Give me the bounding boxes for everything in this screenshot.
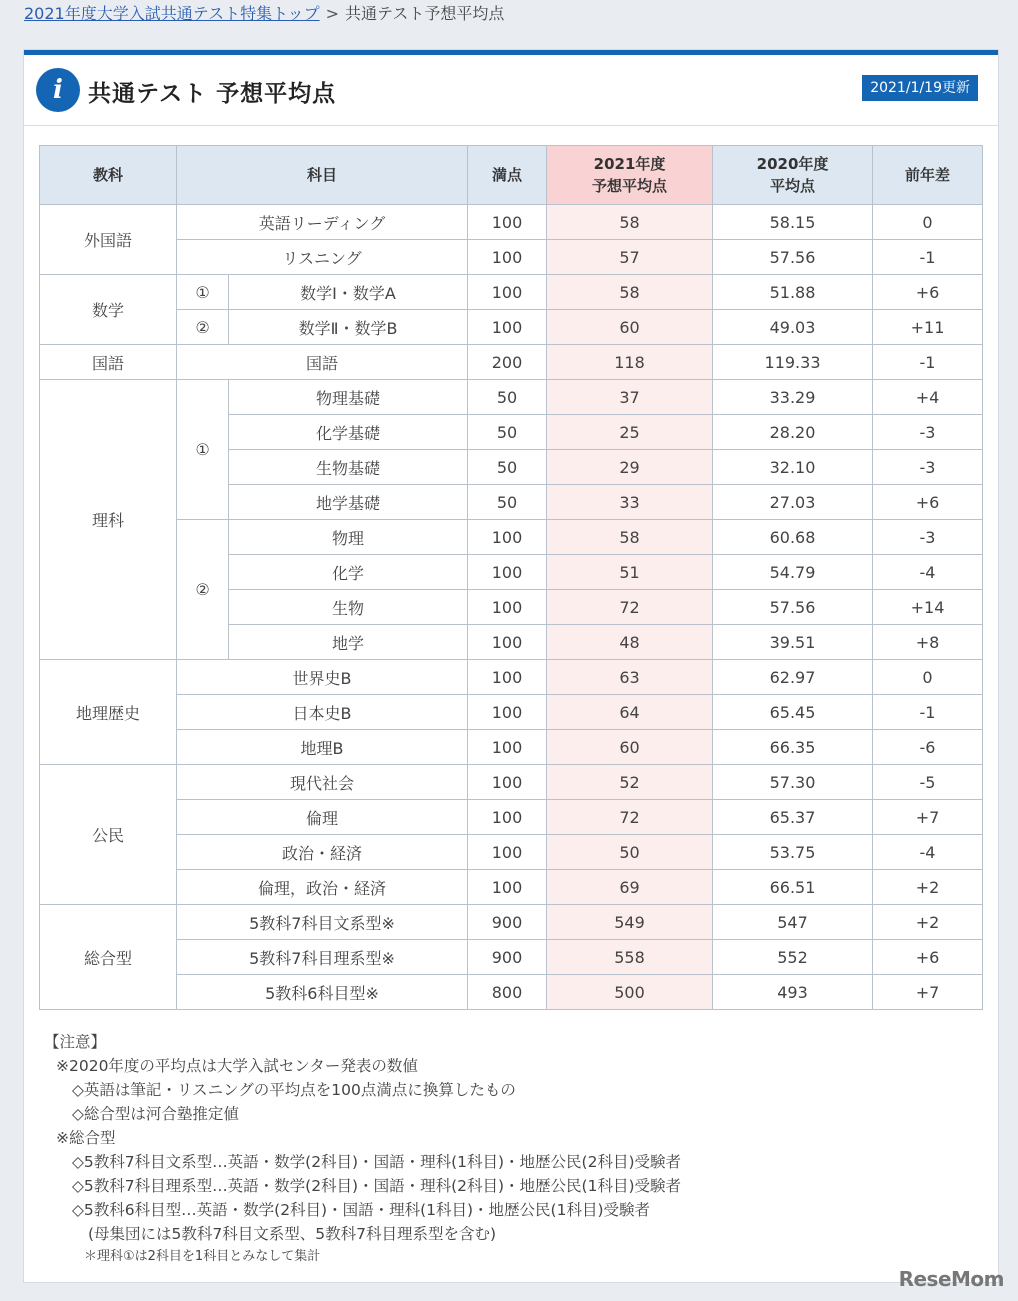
subject-cell: 倫理，政治・経済 bbox=[177, 870, 468, 905]
avg2021-cell: 52 bbox=[547, 765, 713, 800]
table-row bbox=[40, 240, 983, 275]
note-line: (母集団には5教科7科目文系型、5教科7科目理系型を含む) bbox=[88, 1225, 497, 1243]
diff-cell: +7 bbox=[873, 975, 983, 1010]
avg2020-cell: 57.56 bbox=[713, 240, 873, 275]
subject-cell: 世界史B bbox=[177, 660, 468, 695]
table-row bbox=[40, 905, 983, 940]
note-line: ◇英語は筆記・リスニングの平均点を100点満点に換算したもの bbox=[72, 1081, 516, 1099]
table-row bbox=[40, 380, 983, 415]
avg2020-cell: 493 bbox=[713, 975, 873, 1010]
group-chirirekishi: 地理歴史 bbox=[40, 660, 177, 765]
header-avg-2020 bbox=[713, 146, 873, 205]
diff-cell: +8 bbox=[873, 625, 983, 660]
subject-cell: 5教科6科目型※ bbox=[177, 975, 468, 1010]
subject-cell: リスニング bbox=[177, 240, 468, 275]
table-row bbox=[40, 730, 983, 765]
max-cell: 50 bbox=[468, 485, 547, 520]
group-rika: 理科 bbox=[40, 380, 177, 660]
subject-cell: 国語 bbox=[177, 345, 468, 380]
avg2020-cell: 32.10 bbox=[713, 450, 873, 485]
note-line: ◇総合型は河合塾推定値 bbox=[72, 1105, 239, 1123]
table-row bbox=[40, 765, 983, 800]
table-row bbox=[40, 520, 983, 555]
table-row bbox=[40, 275, 983, 310]
avg2021-cell: 549 bbox=[547, 905, 713, 940]
diff-cell: -6 bbox=[873, 730, 983, 765]
subject-cell: 地学 bbox=[229, 625, 468, 660]
avg2021-cell: 558 bbox=[547, 940, 713, 975]
breadcrumb-separator: > bbox=[325, 4, 340, 23]
notes-heading: 【注意】 bbox=[44, 1033, 107, 1051]
avg2020-cell: 49.03 bbox=[713, 310, 873, 345]
marker-cell: ① bbox=[177, 275, 229, 310]
header-avg-2020-line2: 平均点 bbox=[770, 177, 816, 195]
note-line: ◇5教科6科目型…英語・数学(2科目)・国語・理科(1科目)・地歴公民(1科目)受験者 bbox=[72, 1201, 651, 1219]
max-cell: 100 bbox=[468, 660, 547, 695]
max-cell: 100 bbox=[468, 240, 547, 275]
subject-cell: 数学Ⅰ・数学A bbox=[229, 275, 468, 310]
avg2021-cell: 25 bbox=[547, 415, 713, 450]
avg2020-cell: 57.30 bbox=[713, 765, 873, 800]
note-line: ◇5教科7科目文系型…英語・数学(2科目)・国語・理科(1科目)・地歴公民(2科目)受験者 bbox=[72, 1153, 682, 1171]
table-row bbox=[40, 310, 983, 345]
subject-cell: 日本史B bbox=[177, 695, 468, 730]
info-icon: i bbox=[36, 68, 80, 112]
avg2020-cell: 62.97 bbox=[713, 660, 873, 695]
subject-cell: 生物基礎 bbox=[229, 450, 468, 485]
max-cell: 800 bbox=[468, 975, 547, 1010]
max-cell: 100 bbox=[468, 800, 547, 835]
header-manten: 満点 bbox=[468, 146, 547, 205]
max-cell: 100 bbox=[468, 310, 547, 345]
table-header-row bbox=[40, 146, 983, 205]
subject-cell: 倫理 bbox=[177, 800, 468, 835]
max-cell: 100 bbox=[468, 730, 547, 765]
diff-cell: +7 bbox=[873, 800, 983, 835]
note-line: ※総合型 bbox=[56, 1129, 116, 1147]
diff-cell: -4 bbox=[873, 835, 983, 870]
max-cell: 100 bbox=[468, 870, 547, 905]
avg2020-cell: 53.75 bbox=[713, 835, 873, 870]
diff-cell: -3 bbox=[873, 450, 983, 485]
avg2020-cell: 39.51 bbox=[713, 625, 873, 660]
avg2020-cell: 33.29 bbox=[713, 380, 873, 415]
subject-cell: 地学基礎 bbox=[229, 485, 468, 520]
resemom-logo: ReseMom bbox=[898, 1267, 1004, 1291]
header-kyoka: 教科 bbox=[40, 146, 177, 205]
table-row bbox=[40, 870, 983, 905]
avg2021-cell: 69 bbox=[547, 870, 713, 905]
diff-cell: +6 bbox=[873, 275, 983, 310]
diff-cell: -4 bbox=[873, 555, 983, 590]
subject-cell: 5教科7科目理系型※ bbox=[177, 940, 468, 975]
diff-cell: +6 bbox=[873, 485, 983, 520]
avg2020-cell: 28.20 bbox=[713, 415, 873, 450]
avg2020-cell: 552 bbox=[713, 940, 873, 975]
group-komin: 公民 bbox=[40, 765, 177, 905]
avg2020-cell: 51.88 bbox=[713, 275, 873, 310]
avg2021-cell: 500 bbox=[547, 975, 713, 1010]
subject-cell: 物理 bbox=[229, 520, 468, 555]
diff-cell: -3 bbox=[873, 415, 983, 450]
max-cell: 100 bbox=[468, 625, 547, 660]
avg2021-cell: 37 bbox=[547, 380, 713, 415]
table-row bbox=[40, 660, 983, 695]
group-sugaku: 数学 bbox=[40, 275, 177, 345]
avg2021-cell: 58 bbox=[547, 205, 713, 240]
subject-cell: 現代社会 bbox=[177, 765, 468, 800]
max-cell: 100 bbox=[468, 765, 547, 800]
breadcrumb-link-top[interactable]: 2021年度大学入試共通テスト特集トップ bbox=[24, 4, 320, 23]
table-row bbox=[40, 345, 983, 380]
header-diff: 前年差 bbox=[873, 146, 983, 205]
note-line: ◇5教科7科目理系型…英語・数学(2科目)・国語・理科(2科目)・地歴公民(1科目)受験者 bbox=[72, 1177, 682, 1195]
notes bbox=[44, 1030, 984, 1268]
diff-cell: -1 bbox=[873, 695, 983, 730]
subject-cell: 生物 bbox=[229, 590, 468, 625]
avg2021-cell: 29 bbox=[547, 450, 713, 485]
subject-cell: 5教科7科目文系型※ bbox=[177, 905, 468, 940]
subject-cell: 数学Ⅱ・数学B bbox=[229, 310, 468, 345]
avg2021-cell: 118 bbox=[547, 345, 713, 380]
subject-cell: 化学基礎 bbox=[229, 415, 468, 450]
score-card bbox=[24, 50, 998, 1282]
avg2021-cell: 60 bbox=[547, 310, 713, 345]
max-cell: 200 bbox=[468, 345, 547, 380]
subject-cell: 地理B bbox=[177, 730, 468, 765]
avg2021-cell: 51 bbox=[547, 555, 713, 590]
avg2021-cell: 72 bbox=[547, 800, 713, 835]
avg2021-cell: 48 bbox=[547, 625, 713, 660]
table-row bbox=[40, 835, 983, 870]
avg2021-cell: 63 bbox=[547, 660, 713, 695]
table-row bbox=[40, 695, 983, 730]
group-sogo: 総合型 bbox=[40, 905, 177, 1010]
group-gaikokugo: 外国語 bbox=[40, 205, 177, 275]
max-cell: 100 bbox=[468, 835, 547, 870]
card-header bbox=[24, 55, 998, 126]
diff-cell: +2 bbox=[873, 905, 983, 940]
note-line-small: ＊理科①は2科目を1科目とみなして集計 bbox=[84, 1249, 321, 1264]
subject-cell: 英語リーディング bbox=[177, 205, 468, 240]
table-row bbox=[40, 940, 983, 975]
marker-cell: ① bbox=[177, 380, 229, 520]
diff-cell: 0 bbox=[873, 205, 983, 240]
page-title: 共通テスト 予想平均点 bbox=[88, 81, 337, 107]
max-cell: 100 bbox=[468, 275, 547, 310]
header-avg-2020-line1: 2020年度 bbox=[756, 155, 829, 173]
max-cell: 50 bbox=[468, 415, 547, 450]
table-row bbox=[40, 800, 983, 835]
max-cell: 100 bbox=[468, 590, 547, 625]
diff-cell: +6 bbox=[873, 940, 983, 975]
max-cell: 100 bbox=[468, 520, 547, 555]
marker-cell: ② bbox=[177, 310, 229, 345]
breadcrumb bbox=[24, 2, 504, 26]
score-table bbox=[39, 145, 983, 1010]
avg2020-cell: 547 bbox=[713, 905, 873, 940]
subject-cell: 政治・経済 bbox=[177, 835, 468, 870]
diff-cell: +4 bbox=[873, 380, 983, 415]
header-avg-2021 bbox=[547, 146, 713, 205]
max-cell: 50 bbox=[468, 380, 547, 415]
avg2020-cell: 66.35 bbox=[713, 730, 873, 765]
max-cell: 100 bbox=[468, 205, 547, 240]
avg2021-cell: 58 bbox=[547, 520, 713, 555]
avg2020-cell: 27.03 bbox=[713, 485, 873, 520]
diff-cell: 0 bbox=[873, 660, 983, 695]
table-row bbox=[40, 975, 983, 1010]
diff-cell: +14 bbox=[873, 590, 983, 625]
avg2021-cell: 58 bbox=[547, 275, 713, 310]
diff-cell: -5 bbox=[873, 765, 983, 800]
max-cell: 50 bbox=[468, 450, 547, 485]
avg2021-cell: 60 bbox=[547, 730, 713, 765]
avg2020-cell: 65.45 bbox=[713, 695, 873, 730]
header-avg-2021-line2: 予想平均点 bbox=[592, 177, 668, 195]
table-row bbox=[40, 205, 983, 240]
avg2020-cell: 66.51 bbox=[713, 870, 873, 905]
avg2021-cell: 64 bbox=[547, 695, 713, 730]
avg2020-cell: 65.37 bbox=[713, 800, 873, 835]
diff-cell: +11 bbox=[873, 310, 983, 345]
diff-cell: -3 bbox=[873, 520, 983, 555]
max-cell: 100 bbox=[468, 695, 547, 730]
max-cell: 100 bbox=[468, 555, 547, 590]
note-line: ※2020年度の平均点は大学入試センター発表の数値 bbox=[56, 1057, 418, 1075]
subject-cell: 化学 bbox=[229, 555, 468, 590]
avg2021-cell: 57 bbox=[547, 240, 713, 275]
max-cell: 900 bbox=[468, 940, 547, 975]
updated-badge: 2021/1/19更新 bbox=[862, 75, 978, 101]
avg2020-cell: 58.15 bbox=[713, 205, 873, 240]
diff-cell: -1 bbox=[873, 240, 983, 275]
avg2020-cell: 119.33 bbox=[713, 345, 873, 380]
header-kamoku: 科目 bbox=[177, 146, 468, 205]
avg2021-cell: 72 bbox=[547, 590, 713, 625]
diff-cell: +2 bbox=[873, 870, 983, 905]
marker-cell: ② bbox=[177, 520, 229, 660]
avg2021-cell: 50 bbox=[547, 835, 713, 870]
subject-cell: 物理基礎 bbox=[229, 380, 468, 415]
header-avg-2021-line1: 2021年度 bbox=[593, 155, 666, 173]
avg2021-cell: 33 bbox=[547, 485, 713, 520]
avg2020-cell: 60.68 bbox=[713, 520, 873, 555]
avg2020-cell: 57.56 bbox=[713, 590, 873, 625]
diff-cell: -1 bbox=[873, 345, 983, 380]
group-kokugo: 国語 bbox=[40, 345, 177, 380]
breadcrumb-current: 共通テスト予想平均点 bbox=[345, 4, 505, 23]
max-cell: 900 bbox=[468, 905, 547, 940]
avg2020-cell: 54.79 bbox=[713, 555, 873, 590]
